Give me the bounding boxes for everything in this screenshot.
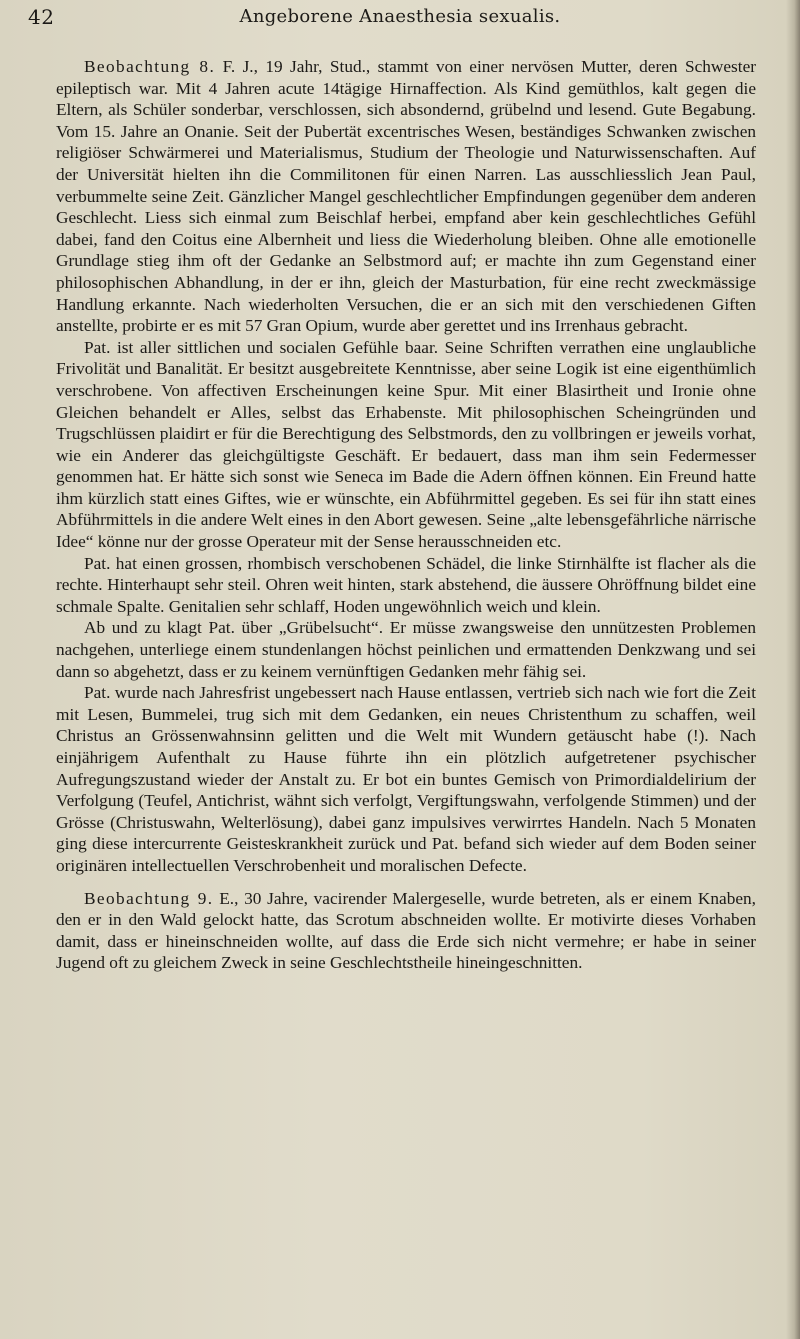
observation-heading: Beobachtung 8. bbox=[84, 57, 216, 76]
observation-heading: Beobachtung 9. bbox=[84, 888, 214, 908]
running-head: Angeborene Anaesthesia sexualis. bbox=[239, 6, 561, 27]
paragraph-text: Pat. ist aller sittlichen und socialen Gefühle baar. Seine Schriften verrathen eine unglaubliche Frivolität und Banalität. Er besitzt ausgebreitete Kenntnisse, aber seine Logik ist eine eigenthümlich verschrobene. Von affectiven Erscheinungen keine Spur. Mit einer Blasirtheit und Ironie ohne Gleichen behandelt er Alles, selbst das Erhabenste. Mit philosophischen Scheingründen und Trugschlüssen plaidirt er für die Berechtigung des Selbstmords, den zu vollbringen er jeweils vorhat, wie ein Anderer das gleichgültigste Geschäft. Er bedauert, dass man ihm sein Federmesser genommen hat. Er hätte sich sonst wie Seneca im Bade die Adern öffnen können. Ein Freund hatte ihm kürzlich statt eines Giftes, wie er wünschte, ein Abführmittel gegeben. Es sei für ihn statt eines Abführmittels in die andere Welt eines in den Abort gewesen. Seine „alte lebensgefährliche närrische Idee“ könne nur der grosse Operateur mit der Sense herausschneiden etc. bbox=[56, 337, 756, 552]
body-text bbox=[56, 56, 756, 974]
paragraph-text: E., 30 Jahre, vacirender Malergeselle, wurde betreten, als er einem Knaben, den er in den Wald gelockt hatte, das Scrotum abschneiden wollte. Er motivirte dieses Vorhaben damit, dass er hineinschneiden wollte, auf dass die Erde sich nicht vermehre; er habe in seiner Jugend oft zu gleichem Zweck in seine Geschlechtstheile hineingeschnitten. bbox=[56, 888, 756, 973]
paragraph-physical-findings bbox=[56, 553, 756, 618]
paragraph-observation-9 bbox=[56, 888, 756, 974]
page-number: 42 bbox=[28, 5, 55, 29]
paragraph-text: Ab und zu klagt Pat. über „Grübelsucht“. Er müsse zwangsweise den unnützesten Problemen nachgehen, unterliege einem stundenlangen höchst peinlichen und ermattenden Denkzwang und sei dann so abgehetzt, dass er zu keinem vernünftigen Gedanken mehr fähig sei. bbox=[56, 618, 756, 681]
paragraph-character bbox=[56, 337, 756, 553]
paragraph-course bbox=[56, 682, 756, 876]
paragraph-text: Pat. wurde nach Jahresfrist ungebessert nach Hause entlassen, vertrieb sich nach wie fort die Zeit mit Lesen, Bummelei, trug sich mit dem Gedanken, ein neues Christenthum zu schaffen, weil Christus an Grössenwahnsinn gelitten und die Welt mit Wundern getäuscht habe (!). Nach einjährigem Aufenthalt zu Hause führte ihn ein plötzlich aufgetretener psychischer Aufregungszustand wieder der Anstalt zu. Er bot ein buntes Gemisch von Primordialdelirium der Verfolgung (Teufel, Antichrist, wähnt sich verfolgt, Vergiftungswahn, verfolgende Stimmen) und der Grösse (Christuswahn, Welterlösung), dabei ganz impulsives verwirrtes Handeln. Nach 5 Monaten ging diese intercurrente Geisteskrankheit zurück und Pat. befand sich wieder auf dem Boden seiner originären intellectuellen Verschrobenheit und moralischen Defecte. bbox=[56, 683, 756, 875]
paragraph-text: Pat. hat einen grossen, rhombisch verschobenen Schädel, die linke Stirnhälfte ist flacher als die rechte. Hinterhaupt sehr steil. Ohren weit hinten, stark abstehend, die äussere Ohröffnung bildet eine schmale Spalte. Genitalien sehr schlaff, Hoden ungewöhnlich weich und klein. bbox=[56, 553, 756, 616]
paragraph-complaints bbox=[56, 617, 756, 682]
paragraph-observation-8 bbox=[56, 56, 756, 337]
page-gutter-shadow bbox=[786, 0, 800, 1339]
paragraph-text: F. J., 19 Jahr, Stud., stammt von einer nervösen Mutter, deren Schwester epileptisch war. Mit 4 Jahren acute 14tägige Hirnaffection. Als Kind gemüthlos, kalt gegen die Eltern, als Schüler sonderbar, verschlossen, sich absondernd, grübelnd und lesend. Gute Begabung. Vom 15. Jahre an Onanie. Seit der Pubertät excentrisches Wesen, beständiges Schwanken zwischen religiöser Schwärmerei und Materialismus, Studium der Theologie und Naturwissenschaften. Auf der Universität hielten ihn die Commilitonen für einen Narren. Las ausschliesslich Jean Paul, verbummelte seine Zeit. Gänzlicher Mangel geschlechtlicher Empfindungen gegenüber dem anderen Geschlecht. Liess sich einmal zum Beischlaf herbei, empfand aber kein geschlechtliches Gefühl dabei, fand den Coitus eine Albernheit und liess die Wiederholung bleiben. Ohne alle emotionelle Grundlage stieg ihm oft der Gedanke an Selbstmord auf; er machte ihn zum Gegenstand einer philosophischen Abhandlung, in der er ihn, gleich der Masturbation, für eine recht zweckmässige Handlung erkannte. Nach wiederholten Versuchen, die er an sich mit den verschiedenen Giften anstellte, probirte er es mit 57 Gran Opium, wurde aber gerettet und ins Irrenhaus gebracht. bbox=[56, 57, 756, 336]
